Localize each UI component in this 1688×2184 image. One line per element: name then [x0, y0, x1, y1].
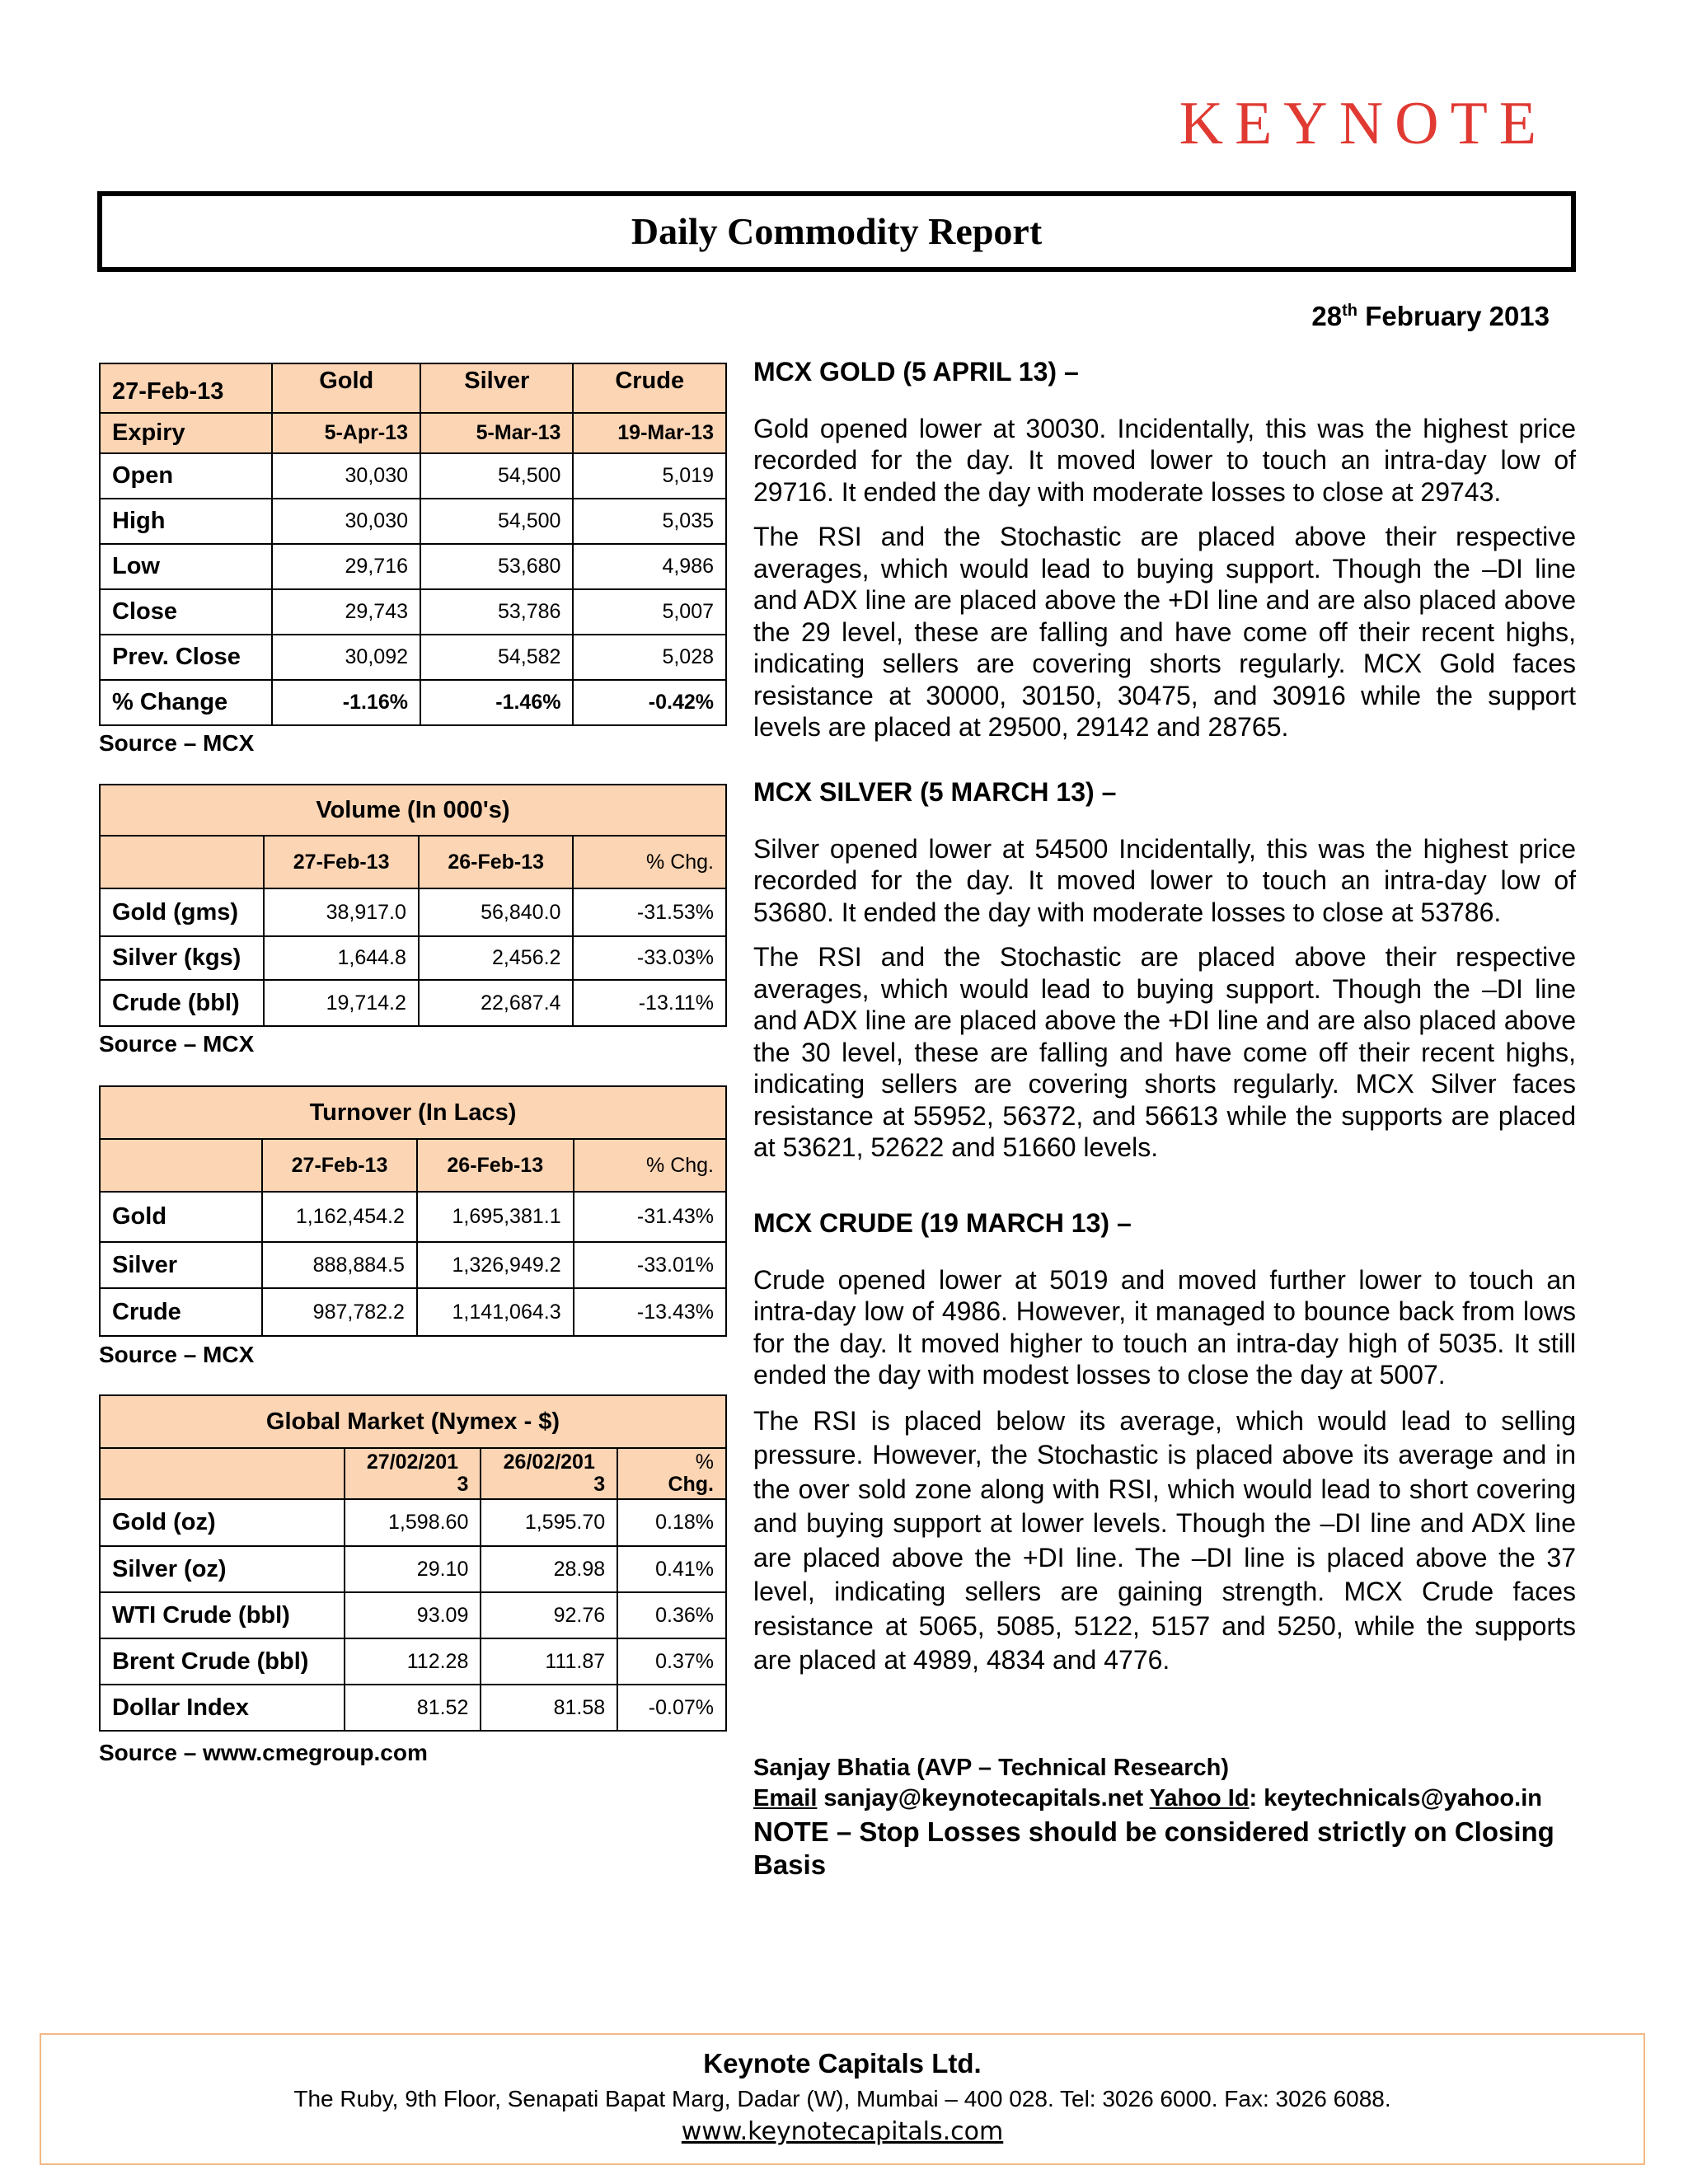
turnover-title: Turnover (In Lacs) [100, 1086, 726, 1139]
expiry-label: Expiry [100, 413, 272, 453]
price-source: Source – MCX [99, 730, 255, 756]
author-contact: Email sanjay@keynotecapitals.net Yahoo Id: keytechnicals@yahoo.in [753, 1785, 1542, 1811]
report-date: 28th February 2013 [1311, 301, 1550, 331]
table-row: Crude 987,782.2 1,141,064.3 -13.43% [100, 1288, 726, 1336]
expiry-crude: 19-Mar-13 [573, 413, 726, 453]
silver-heading: MCX SILVER (5 MARCH 13) – [753, 777, 1117, 807]
price-col-gold: Gold [272, 363, 420, 413]
report-title: Daily Commodity Report [631, 210, 1043, 252]
table-row: Silver (kgs) 1,644.8 2,456.2 -33.03% [100, 936, 726, 980]
table-row: Gold (oz) 1,598.60 1,595.70 0.18% [100, 1499, 726, 1546]
volume-title: Volume (In 000's) [100, 785, 726, 836]
author-yahoo: : keytechnicals@yahoo.in [1249, 1785, 1542, 1811]
volume-table: Volume (In 000's) 27-Feb-13 26-Feb-13 % Chg. Gold (gms) 38,917.0 56,840.0 -31.53% Silver (kgs) 1,644.8 2,456.2 -33.03% Crude (bbl) 19,714.2 22,687.4 -13.11% [99, 784, 727, 1027]
table-row: Prev. Close 30,092 54,582 5,028 [100, 635, 726, 680]
crude-heading: MCX CRUDE (19 MARCH 13) – [753, 1208, 1132, 1238]
table-row: Open 30,030 54,500 5,019 [100, 453, 726, 499]
footer-website-link[interactable]: www.keynotecapitals.com [681, 2117, 1004, 2146]
crude-section [753, 1207, 1576, 1678]
table-row: Gold 1,162,454.2 1,695,381.1 -31.43% [100, 1192, 726, 1242]
table-row: High 30,030 54,500 5,035 [100, 499, 726, 544]
global-source: Source – www.cmegroup.com [99, 1740, 428, 1765]
keynote-logo: KEYNOTE [1179, 90, 1548, 157]
global-market-table: Global Market (Nymex - $) 27/02/201 3 26/02/201 3 % Chg. Gold (oz) 1,598.60 1,595.70 0.18% Silver (oz) 29.10 28.98 0.41% WTI Crude (bbl) 93.09 92.76 0.36% Brent Crude (bbl) 112.28 111.87 0.37% Dollar Index 81.52 81.58 -0.07% [99, 1394, 727, 1732]
author-email: sanjay@keynotecapitals.net [817, 1785, 1150, 1811]
gold-section [753, 356, 1576, 743]
footer [40, 2033, 1645, 2165]
price-col-silver: Silver [420, 363, 573, 413]
turnover-source: Source – MCX [99, 1342, 255, 1367]
table-row: % Change -1.16% -1.46% -0.42% [100, 680, 726, 725]
price-col-crude: Crude [573, 363, 726, 413]
footer-address: The Ruby, 9th Floor, Senapati Bapat Marg, Dadar (W), Mumbai – 400 028. Tel: 3026 6000. Fax: 3026 6088. [293, 2086, 1391, 2111]
gold-para-1: Gold opened lower at 30030. Incidentally, this was the highest price recorded for the day. It moved lower to touch an intra-day low of 29716. It ended the day with moderate losses to close at 29743. [753, 413, 1576, 507]
author-name: Sanjay Bhatia (AVP – Technical Research) [753, 1755, 1230, 1781]
price-table [99, 363, 727, 726]
silver-para-1: Silver opened lower at 54500 Incidentally, this was the highest price recorded for the day. It moved lower to touch an intra-day low of 53680. It ended the day with moderate losses to close at 53786. [753, 833, 1576, 927]
stop-loss-note: NOTE – Stop Losses should be considered strictly on Closing Basis [753, 1816, 1554, 1880]
table-row: WTI Crude (bbl) 93.09 92.76 0.36% [100, 1592, 726, 1638]
crude-para-1: Crude opened lower at 5019 and moved further lower to touch an intra-day low of 4986. However, it managed to bounce back from lows for the day. It moved higher to touch an intra-day high of 5035. It still ended the day with modest losses to close the day at 5007. [753, 1264, 1576, 1390]
gold-heading: MCX GOLD (5 APRIL 13) – [753, 357, 1079, 387]
table-row: Gold (gms) 38,917.0 56,840.0 -31.53% [100, 888, 726, 936]
table-row: Close 29,743 53,786 5,007 [100, 589, 726, 635]
table-row: Dollar Index 81.52 81.58 -0.07% [100, 1685, 726, 1731]
price-table-date: 27-Feb-13 [100, 363, 272, 413]
volume-source: Source – MCX [99, 1031, 255, 1057]
turnover-table: Turnover (In Lacs) 27-Feb-13 26-Feb-13 % Chg. Gold 1,162,454.2 1,695,381.1 -31.43% Silver 888,884.5 1,326,949.2 -33.01% Crude 987,782.2 1,141,064.3 -13.43% [99, 1085, 727, 1337]
expiry-gold: 5-Apr-13 [272, 413, 420, 453]
table-row: Silver (oz) 29.10 28.98 0.41% [100, 1546, 726, 1592]
expiry-silver: 5-Mar-13 [420, 413, 573, 453]
author-block [753, 1753, 1576, 1882]
table-row: Crude (bbl) 19,714.2 22,687.4 -13.11% [100, 980, 726, 1026]
silver-para-2: The RSI and the Stochastic are placed above their respective averages, which would lead to buying support. Though the –DI line and ADX line are placed above the +DI line and are also placed above the 30 level, these are falling and have come off their recent highs, indicating sellers are covering shorts regularly. MCX Silver faces resistance at 55952, 56372, and 56613 while the supports are placed at 53621, 52622 and 51660 levels. [753, 942, 1576, 1162]
table-row: Low 29,716 53,680 4,986 [100, 544, 726, 589]
silver-section [753, 776, 1576, 1164]
crude-para-2: The RSI is placed below its average, which would lead to selling pressure. However, the Stochastic is placed above its average and in the over sold zone along with RSI, which would lead to short covering and buying support at lower levels. Though the –DI line and ADX line are placed above the +DI line. The –DI line is placed above the 37 level, indicating sellers are gaining strength. MCX Crude faces resistance at 5065, 5085, 5122, 5157 and 5250, while the supports are placed at 4989, 4834 and 4776. [753, 1405, 1576, 1675]
gold-para-2: The RSI and the Stochastic are placed above their respective averages, which would lead to buying support. Though the –DI line and ADX line are placed above the +DI line and are also placed above the 29 level, these are falling and have come off their recent highs, indicating sellers are covering shorts regularly. MCX Gold faces resistance at 30000, 30150, 30475, and 30916 while the support levels are placed at 29500, 29142 and 28765. [753, 522, 1576, 742]
table-row: Brent Crude (bbl) 112.28 111.87 0.37% [100, 1638, 726, 1685]
global-title: Global Market (Nymex - $) [100, 1395, 726, 1448]
table-row: Silver 888,884.5 1,326,949.2 -33.01% [100, 1242, 726, 1288]
footer-company: Keynote Capitals Ltd. [703, 2048, 982, 2079]
report-title-box [97, 191, 1576, 272]
